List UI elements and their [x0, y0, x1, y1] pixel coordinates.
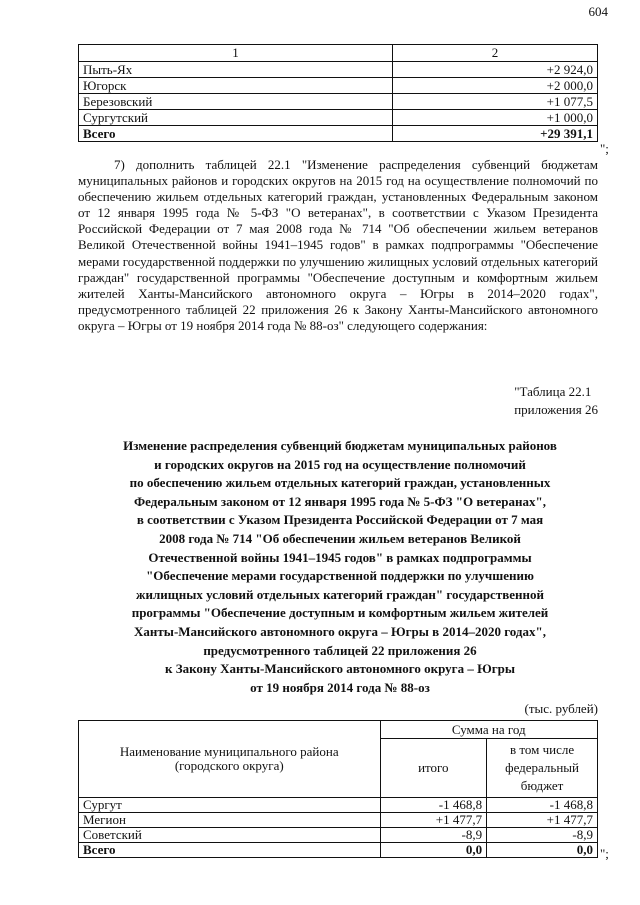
row-name: Сургут [79, 798, 381, 813]
row-total: +1 477,7 [380, 813, 487, 828]
row-value: +2 000,0 [393, 78, 598, 94]
amendment-paragraph: 7) дополнить таблицей 22.1 "Изменение распределения субвенций бюджетам муниципальных районов и городских округов на 2015 год на осуществление полномочий по обеспечению жильем отдельных категорий граждан, установленных Федеральным законом от 12 января 1995 года № 5-ФЗ "О ветеранах", в соответствии с Указом Президента Российской Федерации от 7 мая 2008 года № 714 "Об обеспечении жильем ветеранов Великой Отечественной войны 1941–1945 годов" в рамках подпрограммы "Обеспечение мерами государственной поддержки по улучшению жилищных условий отдельных категорий граждан" государственной программы "Обеспечение доступным и комфортным жильем жителей Ханты-Мансийского автономного округа – Югры в 2014–2020 годах", предусмотренного таблицей 22 приложения 26 к Закону Ханты-Мансийского автономного округа – Югры от 19 ноября 2014 года № 88-оз" следующего содержания: [78, 157, 598, 333]
table-row [79, 62, 598, 78]
column-header-1: 1 [79, 45, 393, 62]
row-federal: -8,9 [487, 828, 598, 843]
row-name: Мегион [79, 813, 381, 828]
title-line: Федеральным законом от 12 января 1995 года № 5-ФЗ "О ветеранах", [134, 493, 546, 509]
title-line: Изменение распределения субвенций бюджетам муниципальных районов [123, 438, 557, 453]
title-line: Отечественной войны 1941–1945 годов" в рамках подпрограммы [148, 549, 532, 565]
table-reference-line2: приложения 26 [514, 402, 598, 417]
municipal-table [78, 44, 598, 142]
title-line: к Закону Ханты-Мансийского автономного округа – Югры [164, 661, 516, 677]
table-reference-line1: "Таблица 22.1 [514, 384, 592, 399]
total-federal: 0,0 [487, 843, 598, 858]
table2-closing-quote: "; [600, 846, 609, 861]
row-name: Советский [79, 828, 381, 843]
total-row [79, 126, 598, 142]
row-value: +1 077,5 [393, 94, 598, 110]
title-line: и городских округов на 2015 год на осуществление полномочий [154, 456, 526, 472]
total-label: Всего [79, 126, 393, 142]
title-line: в соответствии с Указом Президента Российской Федерации от 7 мая [136, 512, 544, 528]
title-line: программы "Обеспечение доступным и комфортным жильем жителей [131, 605, 549, 621]
title-line: "Обеспечение мерами государственной поддержки по улучшению [146, 568, 534, 584]
table1-closing-quote: "; [600, 141, 609, 156]
table-row [79, 110, 598, 126]
section-title [60, 437, 620, 697]
row-name: Пыть-Ях [79, 62, 393, 78]
table-reference [514, 383, 598, 419]
total-value: 0,0 [380, 843, 487, 858]
column-header-name: Наименование муниципального района (городского округа) [79, 721, 381, 798]
column-header-2: 2 [393, 45, 598, 62]
page-number: 604 [588, 4, 608, 19]
total-row [79, 843, 598, 858]
title-line: жилищных условий отдельных категорий граждан" государственной [136, 586, 544, 602]
row-name: Березовский [79, 94, 393, 110]
title-line: предусмотренного таблицей 22 приложения 26 [203, 642, 477, 658]
row-name: Сургутский [79, 110, 393, 126]
title-line: от 19 ноября 2014 года № 88-оз [250, 679, 430, 695]
row-total: -8,9 [380, 828, 487, 843]
total-value: +29 391,1 [393, 126, 598, 142]
row-value: +1 000,0 [393, 110, 598, 126]
row-federal: -1 468,8 [487, 798, 598, 813]
table-row [79, 828, 598, 843]
table-row [79, 798, 598, 813]
row-value: +2 924,0 [393, 62, 598, 78]
table-row [79, 813, 598, 828]
title-line: по обеспечению жильем отдельных категорий граждан, установленных [129, 475, 551, 491]
subvention-table [78, 720, 598, 858]
column-header-sum: Сумма на год [380, 721, 597, 739]
row-federal: +1 477,7 [487, 813, 598, 828]
table-row [79, 78, 598, 94]
row-total: -1 468,8 [380, 798, 487, 813]
total-label: Всего [79, 843, 381, 858]
title-line: 2008 года № 714 "Об обеспечении жильем ветеранов Великой [159, 530, 521, 546]
row-name: Югорск [79, 78, 393, 94]
title-line: Ханты-Мансийского автономного округа – Югры в 2014–2020 годах", [134, 623, 546, 639]
table-row [79, 94, 598, 110]
column-header-federal: в том числе федеральный бюджет [487, 739, 598, 798]
unit-label: (тыс. рублей) [524, 701, 598, 716]
column-header-total: итого [380, 739, 487, 798]
